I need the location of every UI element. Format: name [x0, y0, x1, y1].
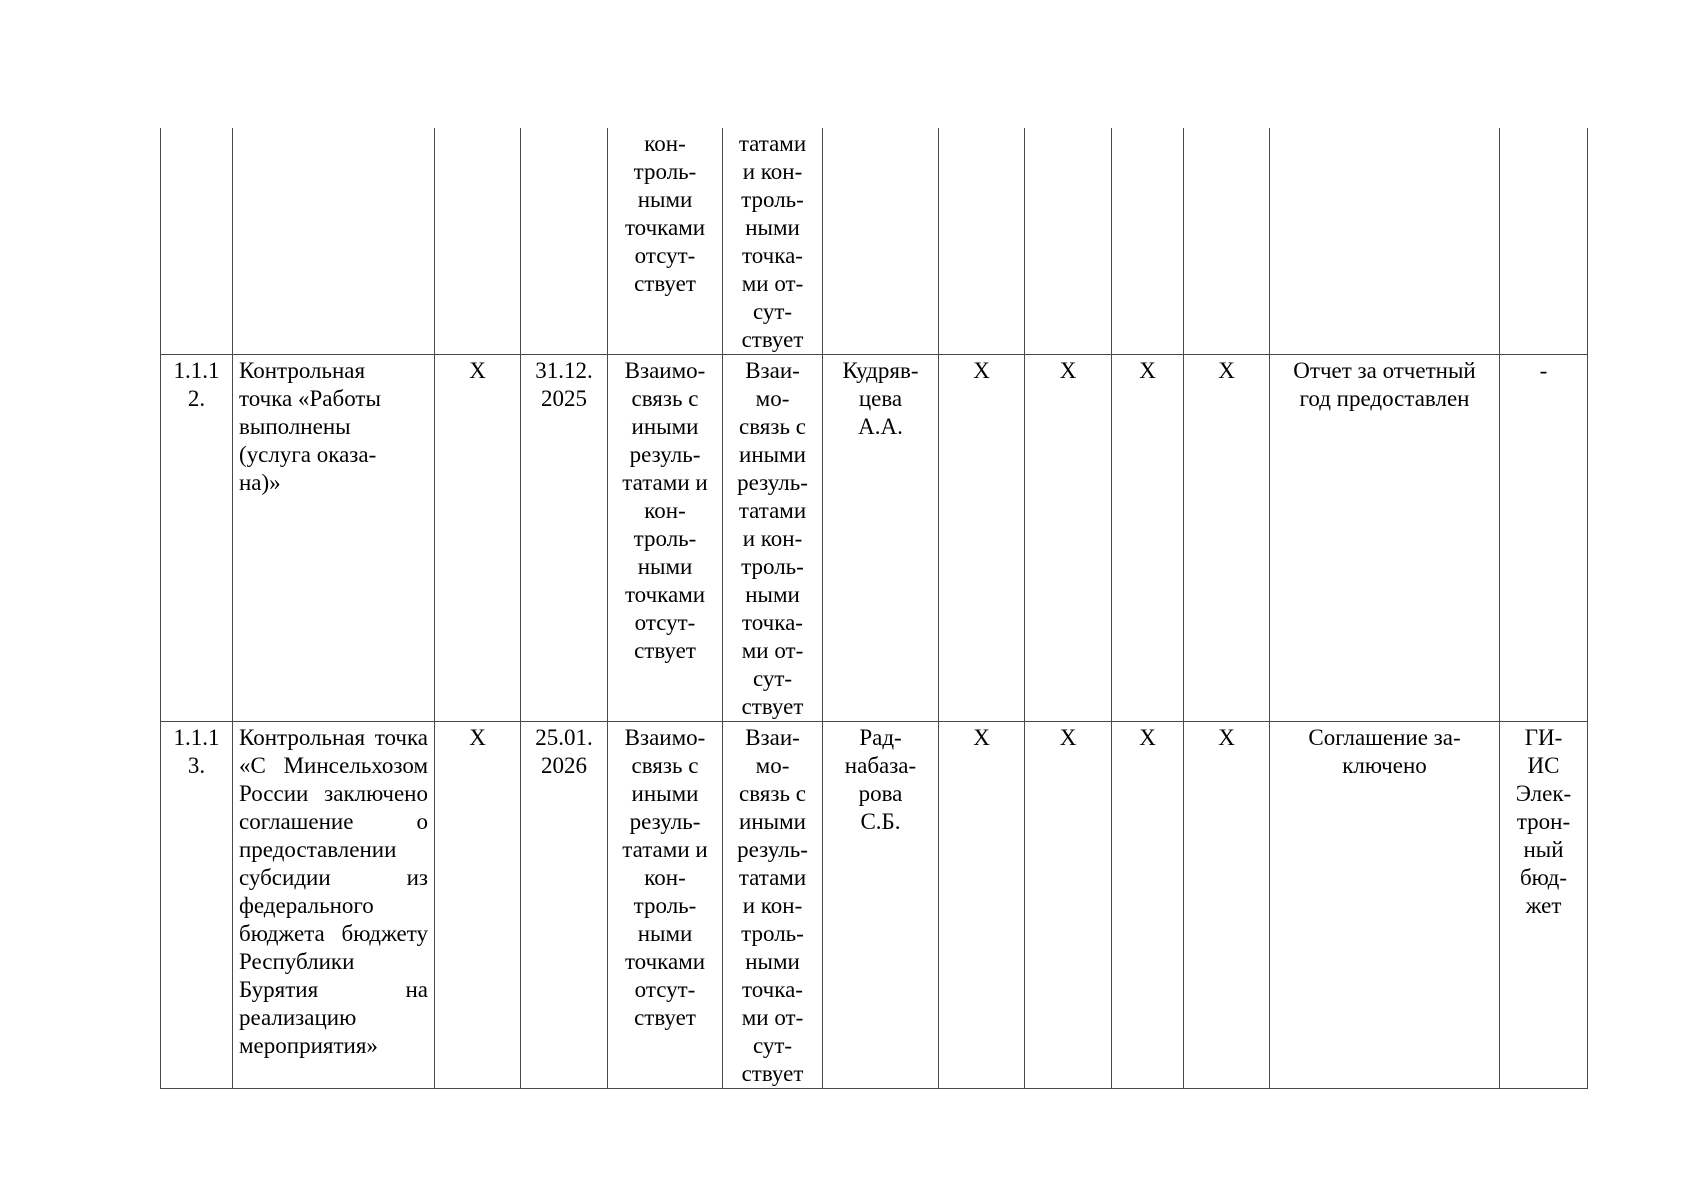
x-cell-4: Х — [1184, 355, 1270, 722]
relation-cell-2: Взаи- мо- связь с иными резуль- татами и кон- троль- ными точка- ми от- сут- ствует — [723, 722, 823, 1089]
x-cell-2: Х — [1025, 722, 1112, 1089]
information-system-cell — [1500, 128, 1588, 355]
relation-cell-1: кон- троль- ными точками отсут- ствует — [608, 128, 723, 355]
table-row — [161, 355, 1588, 722]
x-cell-4 — [1184, 128, 1270, 355]
control-point-name-cell: Контрольная точка «Работы выполнены (услуга оказа- на)» — [233, 355, 435, 722]
x-cell-3: Х — [1112, 355, 1184, 722]
due-date-cell: 25.01. 2026 — [521, 722, 608, 1089]
responsible-cell: Рад- набаза- рова С.Б. — [823, 722, 939, 1089]
relation-cell-2: татами и кон- троль- ными точка- ми от- сут- ствует — [723, 128, 823, 355]
control-point-name-cell — [233, 128, 435, 355]
x-cell-3: Х — [1112, 722, 1184, 1089]
relation-cell-1: Взаимо- связь с иными резуль- татами и кон- троль- ными точками отсут- ствует — [608, 722, 723, 1089]
type-cell: Х — [435, 722, 521, 1089]
control-point-name-cell: Контрольная точка «С Минсельхозом России заключено соглашение о предоставлении субсидии из федерального бюджета бюджету Республики Бурятия на реализацию мероприятия» — [233, 722, 435, 1089]
x-cell-2: Х — [1025, 355, 1112, 722]
type-cell: Х — [435, 355, 521, 722]
relation-cell-1: Взаимо- связь с иными резуль- татами и кон- троль- ными точками отсут- ствует — [608, 355, 723, 722]
x-cell-1: Х — [939, 355, 1025, 722]
information-system-cell: ГИ- ИС Элек- трон- ный бюд- жет — [1500, 722, 1588, 1089]
table-row — [161, 128, 1588, 355]
x-cell-1: Х — [939, 722, 1025, 1089]
table-row — [161, 722, 1588, 1089]
information-system-cell: - — [1500, 355, 1588, 722]
responsible-cell: Кудряв- цева А.А. — [823, 355, 939, 722]
row-number-cell — [161, 128, 233, 355]
x-cell-4: Х — [1184, 722, 1270, 1089]
result-document-cell — [1270, 128, 1500, 355]
x-cell-2 — [1025, 128, 1112, 355]
result-document-cell: Соглашение за- ключено — [1270, 722, 1500, 1089]
x-cell-3 — [1112, 128, 1184, 355]
relation-cell-2: Взаи- мо- связь с иными резуль- татами и кон- троль- ными точка- ми от- сут- ствует — [723, 355, 823, 722]
row-number-cell: 1.1.1 2. — [161, 355, 233, 722]
row-number-cell: 1.1.1 3. — [161, 722, 233, 1089]
x-cell-1 — [939, 128, 1025, 355]
due-date-cell — [521, 128, 608, 355]
due-date-cell: 31.12. 2025 — [521, 355, 608, 722]
control-points-table — [160, 128, 1588, 1089]
type-cell — [435, 128, 521, 355]
responsible-cell — [823, 128, 939, 355]
result-document-cell: Отчет за отчетный год предоставлен — [1270, 355, 1500, 722]
